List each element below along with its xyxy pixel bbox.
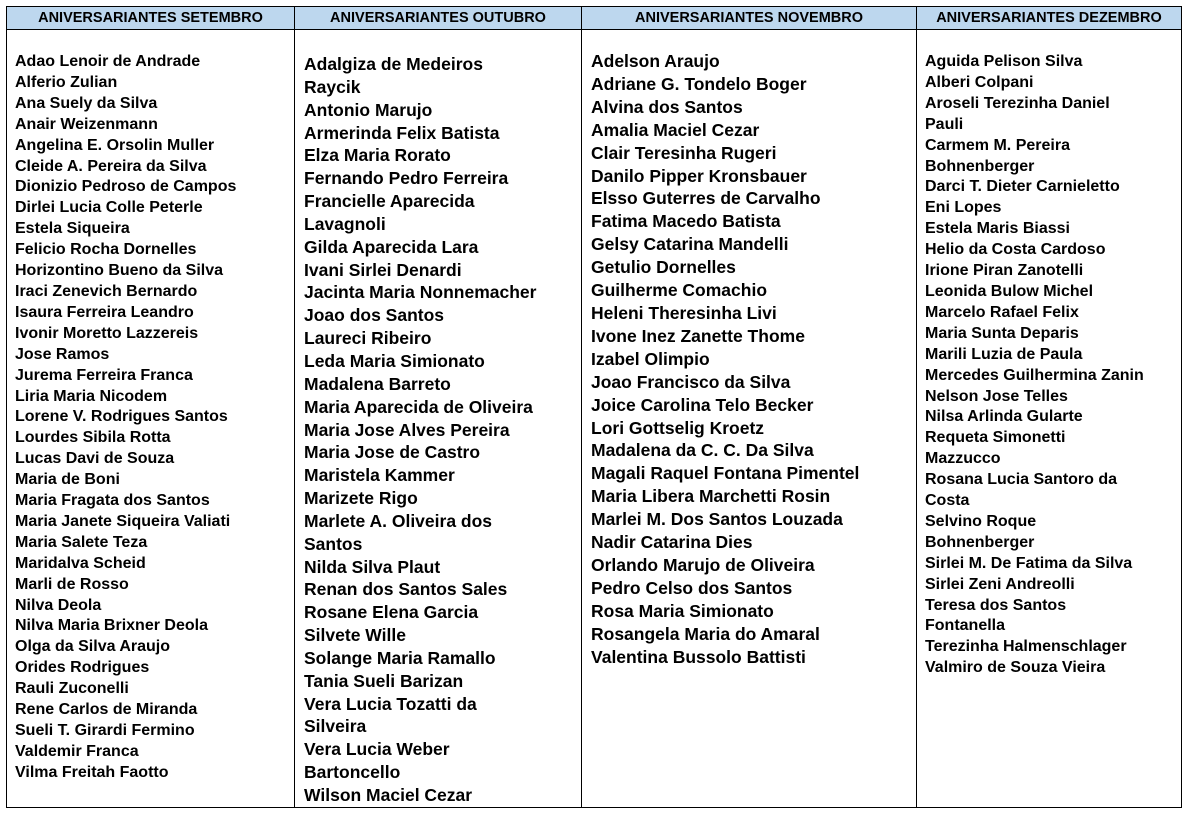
list-item: Maria Sunta Deparis [925,324,1079,342]
list-item: Horizontino Bueno da Silva [15,262,224,280]
list-item: Valentina Bussolo Battisti [591,646,806,667]
list-item: Rosa Maria Simionato [591,600,774,621]
list-item: Marili Luzia de Paula [925,345,1083,363]
list-item: Rosana Lucia Santoro da [925,471,1118,489]
list-item: Carmem M. Pereira [925,136,1070,154]
list-item: Gilda Aparecida Lara [304,236,479,257]
list-item: Ivonir Moretto Lazzereis [15,324,199,342]
column-setembro [7,7,294,807]
list-item: Magali Raquel Fontana Pimentel [591,463,860,484]
list-item: Armerinda Felix Batista [304,122,500,143]
list-item: Angelina E. Orsolin Muller [15,136,215,154]
list-item: Leda Maria Simionato [304,350,485,371]
list-item: Ivani Sirlei Denardi [304,259,462,280]
column-header-novembro: ANIVERSARIANTES NOVEMBRO [582,7,916,30]
list-item: Madalena da C. C. Da Silva [591,440,814,461]
list-item: Anair Weizenmann [15,115,158,133]
list-item: Liria Maria Nicodem [15,387,168,405]
list-item: Maridalva Scheid [15,554,146,572]
list-item: Lori Gottselig Kroetz [591,417,765,438]
list-item: Silvete Wille [304,625,406,646]
list-item: Helio da Costa Cardoso [925,241,1106,259]
list-item: Marlete A. Oliveira dos [304,510,493,531]
list-item: Madalena Barreto [304,373,451,394]
list-item: Silveira [304,716,367,737]
list-item: Sueli T. Girardi Fermino [15,722,195,739]
list-item: Nilva Maria Brixner Deola [15,617,208,635]
list-item: Costa [925,492,970,510]
list-item: Heleni Theresinha Livi [591,302,777,323]
list-item: Renan dos Santos Sales [304,579,508,600]
list-item: Vilma Freitah Faotto [15,763,169,781]
list-item: Danilo Pipper Kronsbauer [591,165,807,186]
list-item: Lucas Davi de Souza [15,450,175,468]
list-item: Sirlei Zeni Andreolli [925,575,1075,593]
list-item: Adalgiza de Medeiros [304,54,483,74]
list-item: Maria Aparecida de Oliveira [304,396,533,417]
list-item: Maria de Boni [15,471,120,489]
column-header-dezembro: ANIVERSARIANTES DEZEMBRO [917,7,1181,30]
list-item: Eni Lopes [925,199,1002,217]
list-item: Elsso Guterres de Carvalho [591,188,821,209]
list-item: Joao dos Santos [304,305,445,326]
list-item: Mercedes Guilhermina Zanin [925,366,1144,384]
list-item: Izabel Olimpio [591,348,710,369]
list-item: Adriane G. Tondelo Boger [591,73,807,94]
column-outubro [294,7,581,807]
list-item: Antonio Marujo [304,99,433,120]
list-item: Maria Janete Siqueira Valiati [15,512,231,530]
list-item: Marlei M. Dos Santos Louzada [591,509,843,530]
list-item: Marli de Rosso [15,575,129,593]
birthday-table [6,6,1182,808]
list-item: Clair Teresinha Rugeri [591,142,777,163]
list-item: Raycik [304,76,361,97]
list-item: Jose Ramos [15,345,110,363]
list-item: Teresa dos Santos [925,596,1067,614]
list-item: Felicio Rocha Dornelles [15,241,197,259]
list-item: Lavagnoli [304,213,386,234]
list-item: Bohnenberger [925,157,1035,175]
list-item: Fontanella [925,617,1006,635]
list-item: Solange Maria Ramallo [304,647,496,668]
list-item: Darci T. Dieter Carnieletto [925,178,1120,196]
list-item: Dirlei Lucia Colle Peterle [15,199,203,217]
list-item: Pauli [925,115,964,133]
column-novembro [581,7,916,807]
list-item: Fernando Pedro Ferreira [304,168,509,189]
list-item: Alferio Zulian [15,73,118,91]
list-item: Maria Jose de Castro [304,442,481,463]
list-item: Valdemir Franca [15,742,139,760]
list-item: Adelson Araujo [591,51,720,71]
list-item: Bohnenberger [925,533,1035,551]
name-list-setembro [7,30,294,784]
list-item: Maria Jose Alves Pereira [304,419,510,440]
list-item: Sirlei M. De Fatima da Silva [925,554,1133,572]
list-item: Amalia Maciel Cezar [591,119,760,140]
list-item: Bartoncello [304,762,401,783]
list-item: Elza Maria Rorato [304,145,451,166]
list-item: Iraci Zenevich Bernardo [15,282,198,300]
list-item: Alvina dos Santos [591,96,743,117]
list-item: Adao Lenoir de Andrade [15,53,201,70]
list-item: Selvino Roque [925,512,1037,530]
list-item: Orides Rodrigues [15,659,150,677]
list-item: Rene Carlos de Miranda [15,701,198,719]
list-item: Alberi Colpani [925,73,1034,91]
list-item: Lorene V. Rodrigues Santos [15,408,228,426]
list-item: Estela Maris Biassi [925,220,1070,238]
list-item: Irione Piran Zanotelli [925,262,1084,280]
list-item: Laureci Ribeiro [304,328,432,349]
name-list-novembro [582,30,916,668]
list-item: Marizete Rigo [304,488,418,509]
list-item: Joao Francisco da Silva [591,371,791,392]
list-item: Isaura Ferreira Leandro [15,303,194,321]
list-item: Aroseli Terezinha Daniel [925,94,1110,112]
list-item: Santos [304,533,363,554]
list-item: Ivone Inez Zanette Thome [591,325,805,346]
list-item: Jurema Ferreira Franca [15,366,193,384]
list-item: Maristela Kammer [304,465,455,486]
list-item: Marcelo Rafael Felix [925,303,1079,321]
list-item: Estela Siqueira [15,220,130,238]
list-item: Aguida Pelison Silva [925,53,1083,70]
list-item: Maria Libera Marchetti Rosin [591,486,831,507]
list-item: Dionizio Pedroso de Campos [15,178,237,196]
list-item: Wilson Maciel Cezar [304,785,473,805]
list-item: Orlando Marujo de Oliveira [591,554,815,575]
list-item: Terezinha Halmenschlager [925,638,1127,656]
list-item: Fatima Macedo Batista [591,211,781,232]
list-item: Nilda Silva Plaut [304,556,441,577]
column-header-outubro: ANIVERSARIANTES OUTUBRO [295,7,581,30]
list-item: Leonida Bulow Michel [925,282,1094,300]
list-item: Rosane Elena Garcia [304,602,479,623]
list-item: Jacinta Maria Nonnemacher [304,282,537,303]
list-item: Joice Carolina Telo Becker [591,394,814,415]
list-item: Gelsy Catarina Mandelli [591,234,789,255]
list-item: Valmiro de Souza Vieira [925,659,1106,677]
list-item: Francielle Aparecida [304,191,475,212]
list-item: Vera Lucia Weber [304,739,450,760]
list-item: Nelson Jose Telles [925,387,1068,405]
list-item: Rauli Zuconelli [15,680,129,698]
list-item: Vera Lucia Tozatti da [304,693,477,714]
list-item: Maria Salete Teza [15,533,148,551]
list-item: Rosangela Maria do Amaral [591,623,820,644]
list-item: Ana Suely da Silva [15,94,158,112]
list-item: Getulio Dornelles [591,257,736,278]
list-item: Pedro Celso dos Santos [591,577,793,598]
column-header-setembro: ANIVERSARIANTES SETEMBRO [7,7,294,30]
list-item: Requeta Simonetti [925,429,1066,447]
list-item: Tania Sueli Barizan [304,670,464,691]
list-item: Lourdes Sibila Rotta [15,429,171,447]
list-item: Olga da Silva Araujo [15,638,171,656]
list-item: Nadir Catarina Dies [591,532,753,553]
list-item: Nilsa Arlinda Gularte [925,408,1083,426]
list-item: Cleide A. Pereira da Silva [15,157,207,175]
list-item: Maria Fragata dos Santos [15,492,210,510]
list-item: Mazzucco [925,450,1001,468]
column-dezembro [916,7,1181,807]
name-list-dezembro [917,30,1181,679]
name-list-outubro [295,30,581,807]
list-item: Nilva Deola [15,596,102,614]
list-item: Guilherme Comachio [591,280,768,301]
